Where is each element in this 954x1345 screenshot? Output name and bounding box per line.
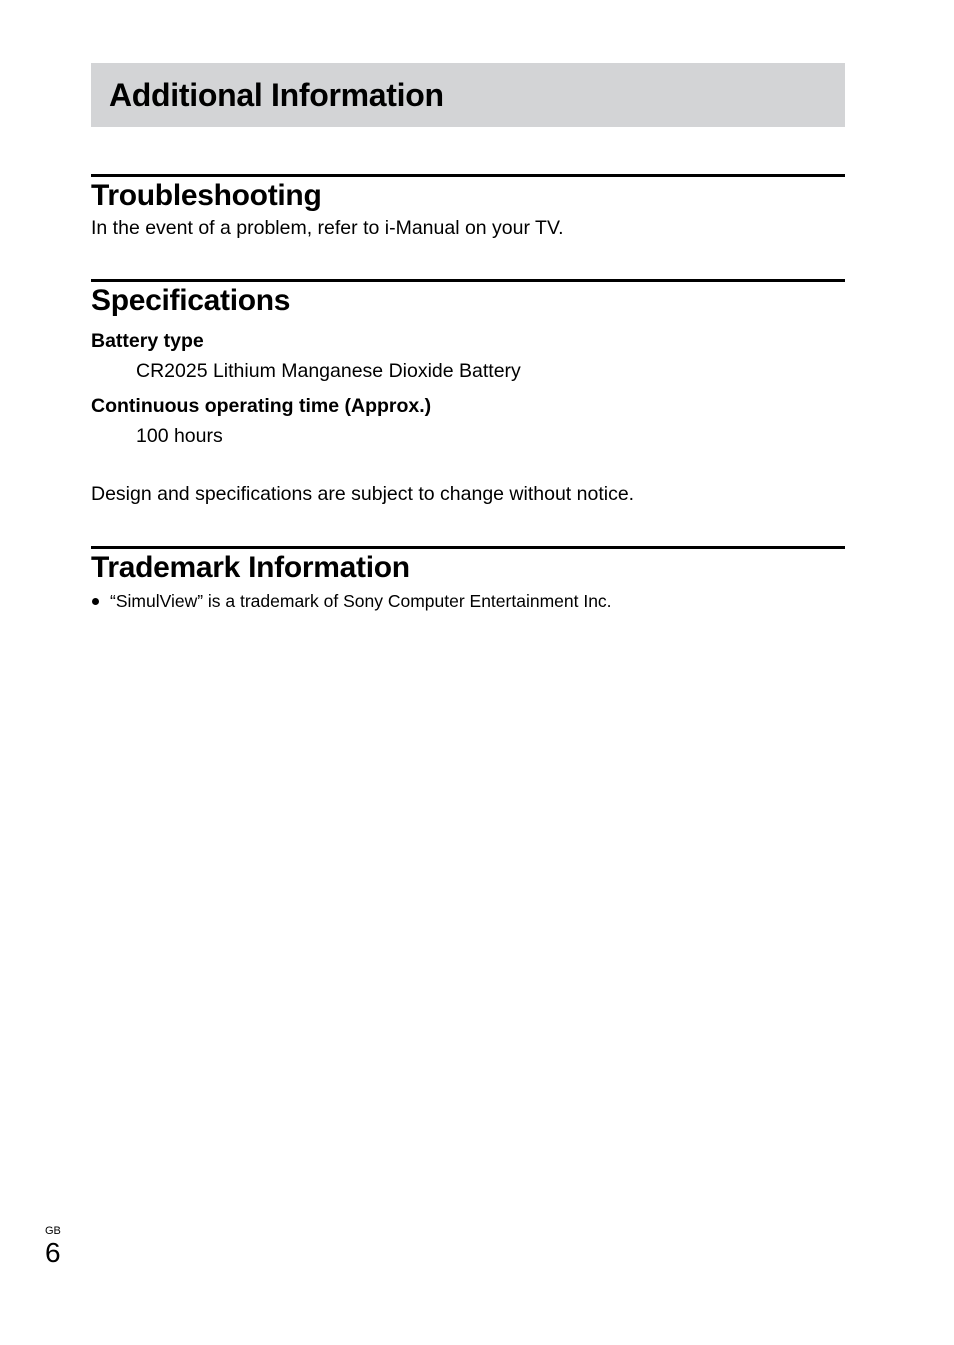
specifications-note: Design and specifications are subject to change without notice. [91,483,635,505]
list-item [91,589,845,613]
bullet-icon [92,598,99,605]
page-title: Additional Information [109,77,444,113]
page-title-bar [91,63,845,127]
page-footer [45,1224,61,1268]
trademark-text: “SimulView” is a trademark of Sony Computer Entertainment Inc. [110,591,612,611]
spec-value: CR2025 Lithium Manganese Dioxide Battery [136,360,521,382]
section-divider [91,174,845,177]
spec-list [91,328,845,449]
spec-term: Continuous operating time (Approx.) [91,395,432,417]
page-number: 6 [45,1237,61,1268]
specifications-heading: Specifications [91,284,291,317]
trademark-section [91,546,845,613]
troubleshooting-heading: Troubleshooting [91,179,322,212]
troubleshooting-section [91,174,845,241]
specifications-section [91,279,845,507]
troubleshooting-text: In the event of a problem, refer to i-Manual on your TV. [91,217,564,239]
spec-term: Battery type [91,330,204,352]
section-divider [91,546,845,549]
spec-value: 100 hours [136,425,223,447]
trademark-list [91,589,845,613]
region-code: GB [45,1225,61,1237]
section-divider [91,279,845,282]
trademark-heading: Trademark Information [91,551,410,584]
